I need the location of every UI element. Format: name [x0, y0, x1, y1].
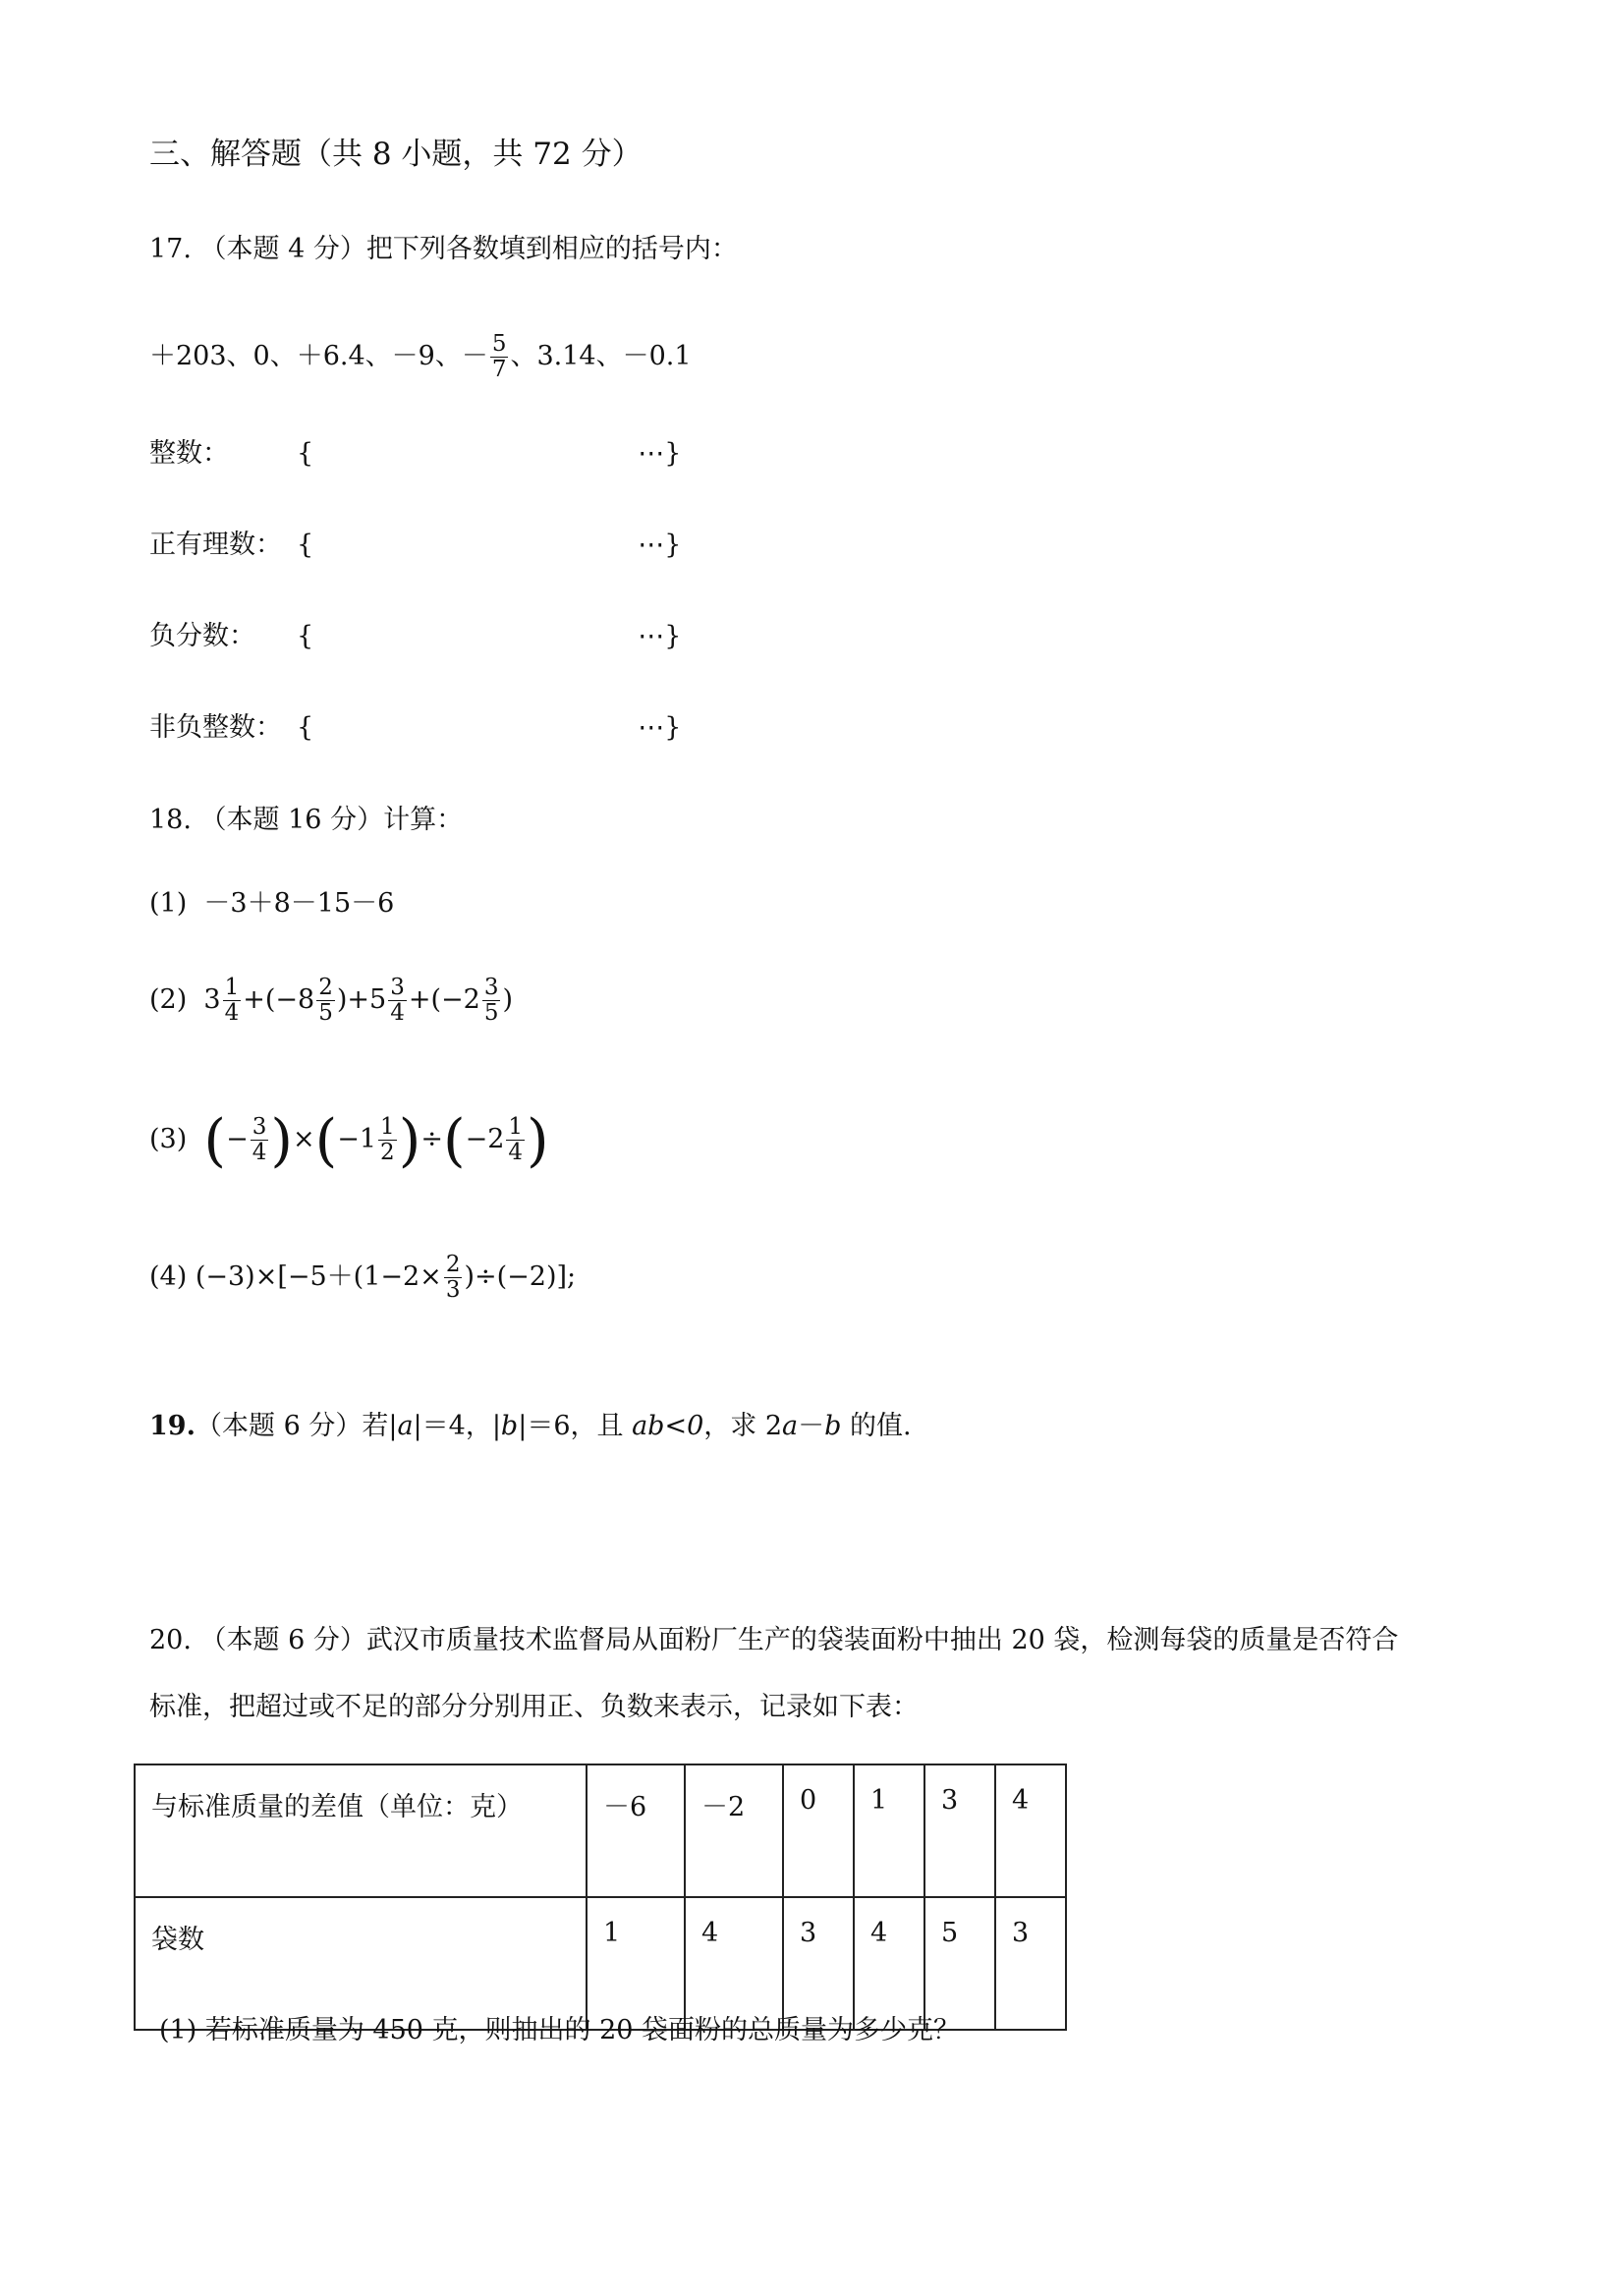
table-row — [135, 1897, 1066, 2030]
q17-prompt — [149, 230, 738, 269]
expr-segment: − — [226, 1124, 249, 1154]
section-heading: 三、解答题（共 8 小题，共 72 分） — [149, 137, 643, 172]
expr-segment: −1 — [337, 1124, 377, 1154]
fraction — [482, 976, 501, 1026]
q18-meta: （本题 16 分）计算： — [199, 805, 464, 835]
fraction — [316, 976, 335, 1026]
table-cell: 3 — [924, 1764, 995, 1897]
category-open-brace: { — [297, 621, 314, 651]
operator: × — [292, 1124, 315, 1154]
text-segment: |＝6，且 — [518, 1411, 633, 1441]
fraction-numerator: 3 — [252, 1114, 267, 1140]
expr-segment: )+5 — [336, 984, 387, 1015]
expr-segment: ) — [502, 984, 513, 1015]
q17-category-negative-fractions — [149, 617, 681, 656]
q17-number: 17. — [149, 234, 192, 264]
fraction-denominator: 2 — [380, 1140, 395, 1165]
math-variable: a — [782, 1411, 799, 1441]
paren-open: ( — [442, 1106, 466, 1174]
part-expression: －3＋8－15－6 — [203, 888, 395, 919]
table-cell: －6 — [587, 1764, 685, 1897]
fraction-numerator: 5 — [491, 331, 507, 357]
q20-data-table — [134, 1764, 1067, 2031]
expr-segment: +(−8 — [243, 984, 315, 1015]
fraction-denominator: 4 — [224, 1000, 240, 1026]
text-segment: 的值. — [841, 1411, 912, 1441]
fraction-denominator: 5 — [483, 1000, 499, 1026]
fraction-numerator: 1 — [508, 1114, 524, 1140]
q20-prompt-line2: 标准，把超过或不足的部分分别用正、负数来表示，记录如下表： — [149, 1692, 919, 1722]
q17-category-positive-rationals — [149, 526, 681, 565]
table-cell: 4 — [995, 1764, 1066, 1897]
part-label: (1) — [149, 888, 188, 919]
text-segment: |＝4，| — [413, 1411, 501, 1441]
q17-numbers-part1: ＋203、0、＋6.4、－9、－ — [149, 341, 488, 371]
q17-category-integers — [149, 434, 681, 474]
paren-open: ( — [314, 1106, 338, 1174]
q18-part2 — [149, 976, 513, 1026]
fraction — [388, 976, 407, 1026]
q17-category-nonnegative-integers — [149, 708, 681, 748]
part-label: (2) — [149, 984, 188, 1015]
table-cell: 3 — [995, 1897, 1066, 2030]
text-segment: ，求 2 — [703, 1411, 783, 1441]
row-header: 与标准质量的差值（单位：克） — [135, 1764, 587, 1897]
expr-segment: 3 — [203, 984, 221, 1015]
math-variable: ab<0 — [632, 1411, 704, 1441]
category-label: 非负整数： — [149, 712, 282, 743]
category-open-brace: { — [297, 530, 314, 560]
paren-open: ( — [203, 1106, 227, 1174]
category-label: 负分数： — [149, 621, 255, 651]
paren-close: ) — [398, 1106, 421, 1174]
fraction-denominator: 3 — [445, 1277, 461, 1303]
table-cell: 1 — [854, 1764, 924, 1897]
fraction-numerator: 3 — [483, 975, 499, 1000]
table-cell: 4 — [685, 1897, 783, 2030]
row-header: 袋数 — [135, 1897, 587, 2030]
q19-prompt — [149, 1407, 912, 1446]
table-cell: 5 — [924, 1897, 995, 2030]
category-close-brace: ⋯} — [638, 530, 682, 560]
fraction-denominator: 4 — [390, 1000, 405, 1026]
category-close-brace: ⋯} — [638, 438, 682, 469]
q20-text: （本题 6 分）武汉市质量技术监督局从面粉厂生产的袋装面粉中抽出 20 袋，检测每袋的质量是否符合 — [199, 1625, 1399, 1655]
expr-segment: )÷(−2)]; — [464, 1261, 577, 1292]
fraction-numerator: 1 — [380, 1114, 395, 1140]
q18-part3 — [149, 1106, 549, 1174]
text-segment: （本题 6 分）若| — [195, 1411, 398, 1441]
q18-part4 — [149, 1253, 576, 1303]
text-segment: － — [798, 1411, 825, 1441]
paren-close: ) — [270, 1106, 293, 1174]
part-label: (4) — [149, 1261, 188, 1292]
q20-prompt-line1 — [149, 1621, 1398, 1660]
q17-meta: （本题 4 分）把下列各数填到相应的括号内： — [199, 234, 738, 264]
category-close-brace: ⋯} — [638, 621, 682, 651]
operator: ÷ — [420, 1124, 443, 1154]
paren-close: ) — [527, 1106, 549, 1174]
fraction-denominator: 5 — [318, 1000, 333, 1026]
fraction-numerator: 2 — [318, 975, 333, 1000]
fraction — [444, 1253, 463, 1303]
q18-part1 — [149, 884, 394, 924]
q18-prompt — [149, 801, 463, 840]
table-cell: 3 — [783, 1897, 854, 2030]
q18-number: 18. — [149, 805, 192, 835]
table-cell: 4 — [854, 1897, 924, 2030]
fraction-numerator: 3 — [390, 975, 405, 1000]
q17-fraction — [490, 332, 509, 382]
table-row — [135, 1764, 1066, 1897]
fraction-denominator: 7 — [491, 357, 507, 382]
fraction — [223, 976, 242, 1026]
part-label: (3) — [149, 1124, 188, 1154]
fraction-numerator: 2 — [445, 1252, 461, 1277]
fraction — [506, 1115, 525, 1165]
table-cell: －2 — [685, 1764, 783, 1897]
q17-numbers-part2: 、3.14、－0.1 — [510, 341, 692, 371]
category-open-brace: { — [297, 712, 314, 743]
table-cell: 0 — [783, 1764, 854, 1897]
category-close-brace: ⋯} — [638, 712, 682, 743]
table-cell: 1 — [587, 1897, 685, 2030]
math-variable: a — [397, 1411, 414, 1441]
expr-segment: (−3)×[−5＋(1−2× — [195, 1261, 442, 1292]
fraction — [378, 1115, 397, 1165]
fraction — [251, 1115, 269, 1165]
fraction-denominator: 4 — [508, 1140, 524, 1165]
fraction-numerator: 1 — [224, 975, 240, 1000]
q17-numbers — [149, 332, 692, 382]
fraction-denominator: 4 — [252, 1140, 267, 1165]
category-label: 整数： — [149, 438, 229, 469]
category-label: 正有理数： — [149, 530, 282, 560]
q20-number: 20. — [149, 1625, 192, 1655]
category-open-brace: { — [297, 438, 314, 469]
expr-segment: −2 — [465, 1124, 505, 1154]
q19-number: 19. — [149, 1411, 196, 1441]
q20-subquestion-1: (1) 若标准质量为 450 克，则抽出的 20 袋面粉的总质量为多少克？ — [159, 2015, 961, 2045]
expr-segment: +(−2 — [408, 984, 480, 1015]
math-variable: b — [500, 1411, 519, 1441]
math-variable: b — [824, 1411, 842, 1441]
